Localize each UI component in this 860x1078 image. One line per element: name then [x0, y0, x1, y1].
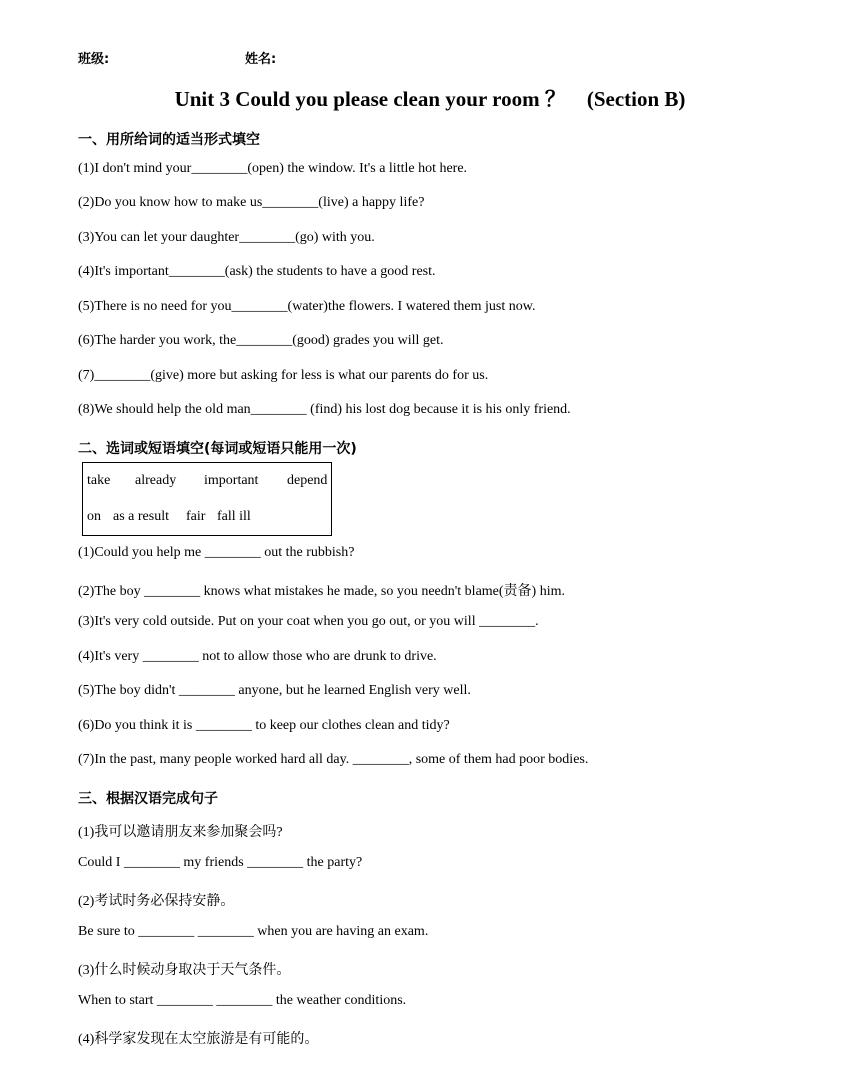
- exercise-item: Could I ________ my friends ________ the party?: [78, 855, 363, 870]
- section-three-heading: 三、根据汉语完成句子: [78, 791, 218, 807]
- word-bank-word: on: [87, 509, 101, 524]
- exercise-item: Be sure to ________ ________ when you are having an exam.: [78, 924, 429, 939]
- word-bank-word: already: [135, 473, 177, 488]
- exercise-item: (2)The boy ________ knows what mistakes he made, so you needn't blame(责备) him.: [78, 584, 565, 599]
- word-bank-word: depend: [287, 473, 328, 488]
- exercise-item: (3)You can let your daughter________(go) with you.: [78, 230, 375, 245]
- exercise-item: (1)Could you help me ________ out the rubbish?: [78, 545, 355, 560]
- exercise-item: (7)In the past, many people worked hard all day. ________, some of them had poor bodies.: [78, 752, 589, 767]
- chinese-prompt: (3)什么时候动身取决于天气条件。: [78, 963, 291, 978]
- word-bank-row: [87, 509, 251, 525]
- exercise-item: (6)The harder you work, the________(good) grades you will get.: [78, 333, 444, 348]
- word-bank-word: fair: [186, 509, 206, 524]
- exercise-item: (5)There is no need for you________(water)the flowers. I watered them just now.: [78, 299, 536, 314]
- exercise-item: (5)The boy didn't ________ anyone, but he learned English very well.: [78, 683, 471, 698]
- exercise-item: (6)Do you think it is ________ to keep our clothes clean and tidy?: [78, 718, 450, 733]
- exercise-item: (7)________(give) more but asking for less is what our parents do for us.: [78, 368, 489, 383]
- page-title: Unit 3 Could you please clean your room ？ (Section B): [174, 87, 686, 111]
- exercise-item: When to start ________ ________ the weather conditions.: [78, 993, 407, 1008]
- exercise-item: (8)We should help the old man________ (find) his lost dog because it is his only friend.: [78, 402, 571, 417]
- exercise-item: (3)It's very cold outside. Put on your coat when you go out, or you will ________.: [78, 614, 539, 629]
- word-bank-box: [82, 462, 332, 536]
- word-bank-word: take: [87, 473, 111, 488]
- name-label: 姓名:: [245, 52, 277, 67]
- class-label: 班级:: [78, 52, 110, 67]
- word-bank-word: fall ill: [217, 509, 251, 524]
- exercise-item: (2)Do you know how to make us________(live) a happy life?: [78, 195, 425, 210]
- exercise-item: (4)It's important________(ask) the students to have a good rest.: [78, 264, 436, 279]
- word-bank-word: as a result: [113, 509, 169, 524]
- word-bank-word: important: [204, 473, 259, 488]
- section-one-heading: 一、用所给词的适当形式填空: [78, 132, 260, 148]
- section-two-heading: 二、选词或短语填空(每词或短语只能用一次): [78, 441, 357, 457]
- exercise-item: (1)I don't mind your________(open) the window. It's a little hot here.: [78, 161, 468, 176]
- chinese-prompt: (4)科学家发现在太空旅游是有可能的。: [78, 1032, 319, 1047]
- chinese-prompt: (2)考试时务必保持安静。: [78, 894, 235, 909]
- chinese-prompt: (1)我可以邀请朋友来参加聚会吗?: [78, 825, 283, 840]
- word-bank-row: [87, 473, 327, 489]
- exercise-item: (4)It's very ________ not to allow those who are drunk to drive.: [78, 649, 437, 664]
